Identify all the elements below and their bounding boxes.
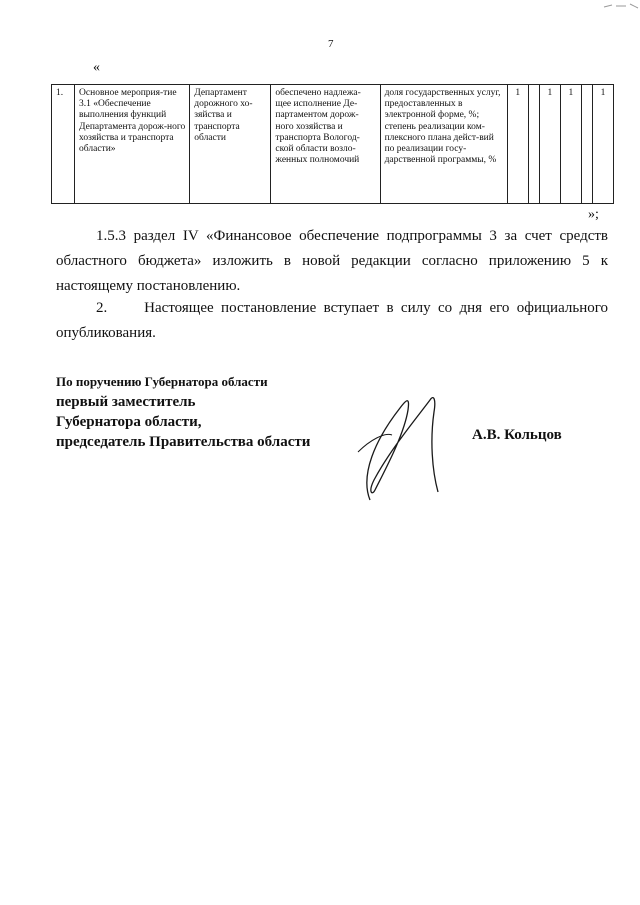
signatory-position: председатель Правительства области (56, 434, 311, 450)
spacer-cell (528, 85, 539, 204)
row-number-cell: 1. (52, 85, 75, 204)
corner-mark (602, 0, 640, 10)
indicator-cell: доля государственных услуг, предоставленных в электронной форме, %; степень реализации ком-плексного плана дейст-вий по реализации госу-дарственной программы, % (380, 85, 507, 204)
value-cell: 1 (592, 85, 613, 204)
signatory-authority: По поручению Губернатора области (56, 374, 268, 389)
signer-name: А.В. Кольцов (472, 427, 562, 443)
page-number: 7 (328, 38, 334, 50)
result-cell: обеспечено надлежа-щее исполнение Де-партаментом дорож-ного хозяйства и транспорта Вологод-ской области возло-женных полномочий (271, 85, 380, 204)
value-cell: 1 (507, 85, 528, 204)
handwritten-signature (330, 380, 470, 505)
value-cell: 1 (560, 85, 581, 204)
event-cell: Основное мероприя-тие 3.1 «Обеспечение выполнения функций Департамента дорож-ного хозяйства и транспорта области» (75, 85, 190, 204)
close-quote: »; (588, 207, 599, 222)
table-row (52, 85, 614, 204)
signature-block (56, 372, 356, 452)
value-cell: 1 (539, 85, 560, 204)
signatory-position: первый заместитель (56, 394, 196, 410)
signatory-position: Губернатора области, (56, 414, 202, 430)
open-quote: « (93, 60, 100, 75)
spacer-cell (581, 85, 592, 204)
measures-table (51, 84, 614, 204)
paragraph-2: 2. Настоящее постановление вступает в силу со дня его официального опубликования. (56, 300, 608, 341)
executor-cell: Департамент дорожного хо-зяйства и транспорта области (190, 85, 271, 204)
paragraph-1-5-3: 1.5.3 раздел IV «Финансовое обеспечение подпрограммы 3 за счет средств областного бюджета» изложить в новой редакции согласно приложению 5 к настоящему постановлению. (56, 228, 608, 294)
